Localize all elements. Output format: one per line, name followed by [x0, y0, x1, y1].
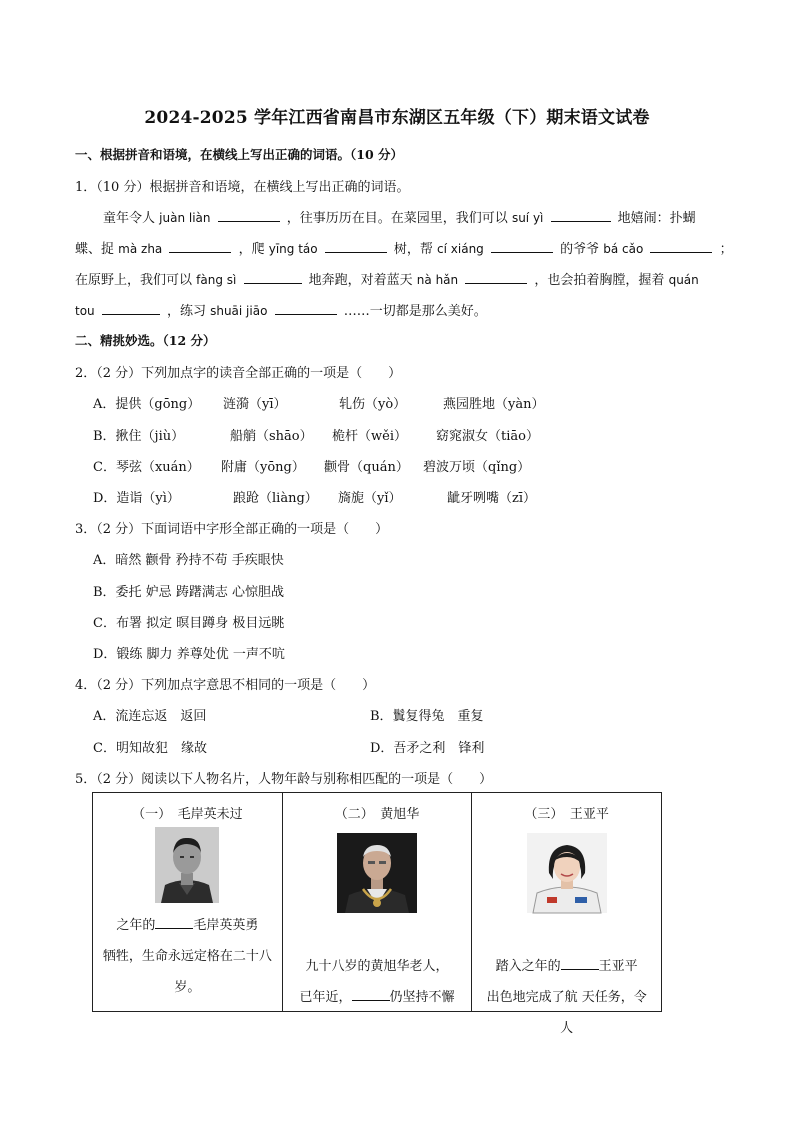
q2-option-b-2: 船艄（shāo） [230, 429, 313, 444]
person-cards-table [92, 792, 662, 1036]
answer-blank[interactable] [244, 269, 302, 284]
card-1-heading: （一） 毛岸英未过 [132, 807, 243, 822]
answer-blank[interactable] [218, 207, 280, 222]
answer-blank[interactable] [155, 914, 193, 929]
q2-option-c-3: 颧骨（quán） [324, 460, 409, 475]
pinyin-nahan: nà hǎn [416, 273, 459, 287]
q2-option-c-1[interactable]: C．琴弦（xuán） [93, 460, 200, 475]
q2-option-d-4: 龇牙咧嘴（zī） [447, 491, 537, 506]
card-3-heading: （三） 王亚平 [524, 807, 609, 822]
q1-line-4: tou ，练习 shuāi jiāo ……一切都是那么美好。 [75, 300, 487, 319]
q2-option-c-2: 附庸（yōng） [221, 460, 305, 475]
q5-stem: 5．（2 分）阅读以下人物名片，人物年龄与别称相匹配的一项是（ ） [75, 772, 493, 787]
answer-blank[interactable] [102, 300, 160, 315]
q2-option-d-1[interactable]: D．造诣（yì） [93, 491, 180, 506]
portrait-maoanying [155, 827, 219, 903]
q2-stem: 2．（2 分）下列加点字的读音全部正确的一项是（ ） [75, 366, 402, 381]
q3-option-c[interactable]: C．布署 拟定 暝目蹲身 极目远眺 [93, 616, 285, 631]
q1-stem: 1．（10 分）根据拼音和语境，在横线上写出正确的词语。 [75, 180, 410, 195]
q2-option-a-2: 涟漪（yī） [223, 397, 287, 412]
answer-blank[interactable] [650, 238, 712, 253]
answer-blank[interactable] [169, 238, 231, 253]
pinyin-quan: quán [668, 273, 699, 287]
pinyin-yingtao: yīng táo [268, 242, 318, 256]
person-card-2 [283, 793, 473, 1011]
section-1-heading: 一、根据拼音和语境，在横线上写出正确的词语。（10 分） [75, 147, 403, 162]
exam-title: 2024-2025 学年江西省南昌市东湖区五年级（下）期末语文试卷 [144, 108, 650, 128]
card-3-text: 踏入之年的 王亚平 出色地完成了航 天任务，令人 [480, 951, 653, 1044]
card-1-text: 之年的 毛岸英英勇 牺牲，生命永远定格在二十八 岁。 [101, 910, 274, 1003]
answer-blank[interactable] [465, 269, 527, 284]
q4-option-c[interactable]: C．明知故犯 缘故 [93, 741, 207, 756]
q1-line-3: 在原野上，我们可以 fàng sì 地奔跑，对着蓝天 nà hǎn ，也会拍着胸膛，握着 quán [75, 269, 699, 288]
portrait-wangyaping [527, 833, 607, 913]
pinyin-juanlian: juàn liàn [159, 211, 211, 225]
pinyin-cixiang: cí xiáng [437, 242, 484, 256]
person-card-3 [472, 793, 661, 1036]
q4-option-d[interactable]: D．吾矛之利 锋利 [370, 741, 485, 756]
answer-blank[interactable] [325, 238, 387, 253]
answer-blank[interactable] [551, 207, 611, 222]
q2-option-b-4: 窈窕淑女（tiāo） [436, 429, 539, 444]
q1-line-2: 蝶、捉 mà zha ，爬 yīng táo 树，帮 cí xiáng 的爷爷 bá cǎo ； [75, 238, 733, 257]
card-2-heading: （二） 黄旭华 [334, 807, 420, 822]
q3-option-b[interactable]: B．委托 妒忌 踌躇满志 心惊胆战 [93, 585, 284, 600]
q4-option-b[interactable]: B．鬒复得兔 重复 [370, 709, 484, 724]
q2-option-b-1[interactable]: B．揪住（jiù） [93, 429, 185, 444]
q2-option-a-4: 燕园胜地（yàn） [443, 397, 545, 412]
answer-blank[interactable] [275, 300, 337, 315]
q4-option-a[interactable]: A．流连忘返 返回 [93, 709, 207, 724]
answer-blank[interactable] [491, 238, 553, 253]
answer-blank[interactable] [561, 955, 599, 970]
q3-option-d[interactable]: D．锻练 脚力 养尊处优 一声不吭 [93, 647, 285, 662]
pinyin-fangsi: fàng sì [196, 273, 237, 287]
portrait-huangxuhua [337, 833, 417, 913]
person-card-1 [93, 793, 283, 1011]
section-2-heading: 二、精挑妙选。（12 分） [75, 333, 216, 348]
q2-option-d-2: 踉跄（liàng） [233, 491, 318, 506]
q3-option-a[interactable]: A．暗然 颧骨 矜持不苟 手疾眼快 [93, 553, 284, 568]
q1-line-1: 童年令人 juàn liàn ，往事历历在目。在菜园里，我们可以 suí yì 地嬉闹：扑蝴 [103, 207, 696, 226]
q2-option-a-3: 轧伤（yò） [339, 397, 407, 412]
q2-option-b-3: 桅杆（wěi） [332, 429, 407, 444]
q3-stem: 3．（2 分）下面词语中字形全部正确的一项是（ ） [75, 522, 389, 537]
pinyin-suiyi: suí yì [511, 211, 544, 225]
q2-option-d-3: 旖旎（yǐ） [338, 491, 402, 506]
card-2-text: 九十八岁的黄旭华老人， 已年近， 仍坚持不懈 [299, 959, 455, 1005]
pinyin-bacao: bá cǎo [603, 242, 644, 256]
pinyin-mazha: mà zha [118, 242, 163, 256]
pinyin-shuaijiao: shuāi jiāo [210, 304, 268, 318]
q2-option-a-1[interactable]: A．提供（gōng） [93, 397, 201, 412]
answer-blank[interactable] [352, 986, 390, 1001]
q2-option-c-4: 碧波万顷（qǐng） [423, 460, 531, 475]
q4-stem: 4．（2 分）下列加点字意思不相同的一项是（ ） [75, 678, 376, 693]
